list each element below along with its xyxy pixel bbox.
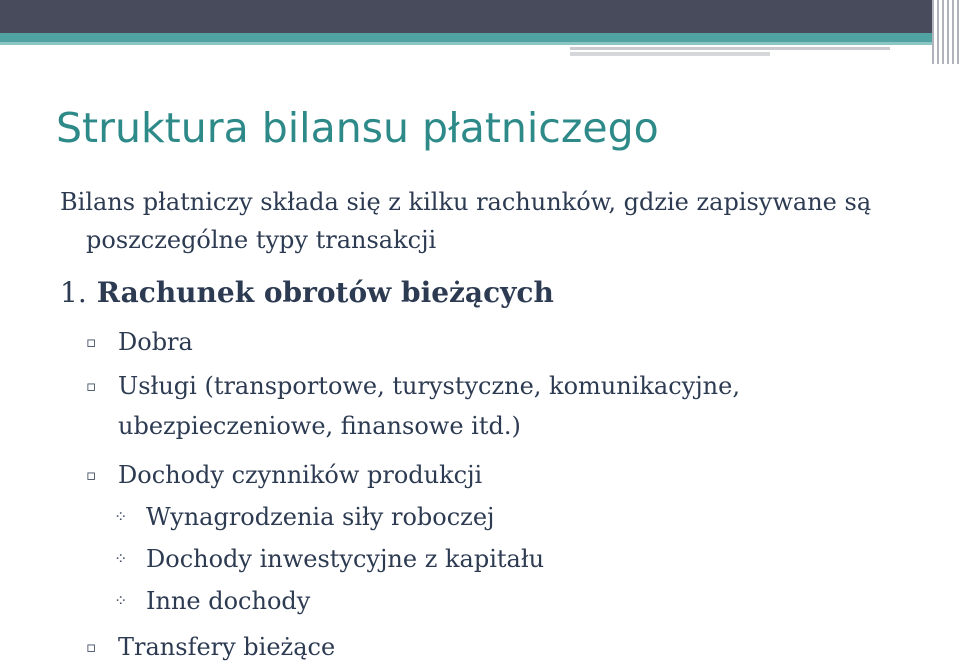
numbered-item xyxy=(60,276,554,309)
list-item xyxy=(86,455,958,495)
list-item xyxy=(86,322,958,362)
list-item-text: Dobra xyxy=(118,328,193,356)
top-banner xyxy=(0,0,960,33)
dotted-bullet-icon: ⁘ xyxy=(114,591,128,610)
square-bullet-icon: ▫ xyxy=(86,333,97,351)
sub-list-item xyxy=(114,503,494,531)
list-item-text: Dochody czynników produkcji xyxy=(118,461,483,489)
decorative-line xyxy=(570,47,890,50)
sub-list-item xyxy=(114,545,544,573)
dotted-bullet-icon: ⁘ xyxy=(114,549,128,568)
square-bullet-icon: ▫ xyxy=(86,466,97,484)
decorative-stripes xyxy=(932,0,960,64)
list-item-text: Transfery bieżące xyxy=(118,633,336,661)
teal-accent-band-light xyxy=(0,42,960,45)
slide-title: Struktura bilansu płatniczego xyxy=(56,104,659,152)
numbered-item-text: Rachunek obrotów bieżących xyxy=(96,276,554,309)
decorative-line xyxy=(570,52,770,56)
list-item xyxy=(86,627,958,667)
list-item xyxy=(86,366,958,446)
sub-list-item-text: Inne dochody xyxy=(146,587,311,615)
sub-list-item-text: Wynagrodzenia siły roboczej xyxy=(146,503,495,531)
sub-list-item-text: Dochody inwestycyjne z kapitału xyxy=(146,545,545,573)
item-number: 1. xyxy=(60,276,87,309)
square-bullet-icon: ▫ xyxy=(86,377,97,395)
dotted-bullet-icon: ⁘ xyxy=(114,507,128,526)
sub-list-item xyxy=(114,587,310,615)
square-bullet-icon: ▫ xyxy=(86,638,97,656)
list-item-text: Usługi (transportowe, turystyczne, komunikacyjne, ubezpieczeniowe, finansowe itd.) xyxy=(118,372,740,440)
teal-accent-band xyxy=(0,33,960,42)
intro-paragraph: Bilans płatniczy składa się z kilku rachunków, gdzie zapisywane są poszczególne typy transakcji xyxy=(60,188,872,254)
